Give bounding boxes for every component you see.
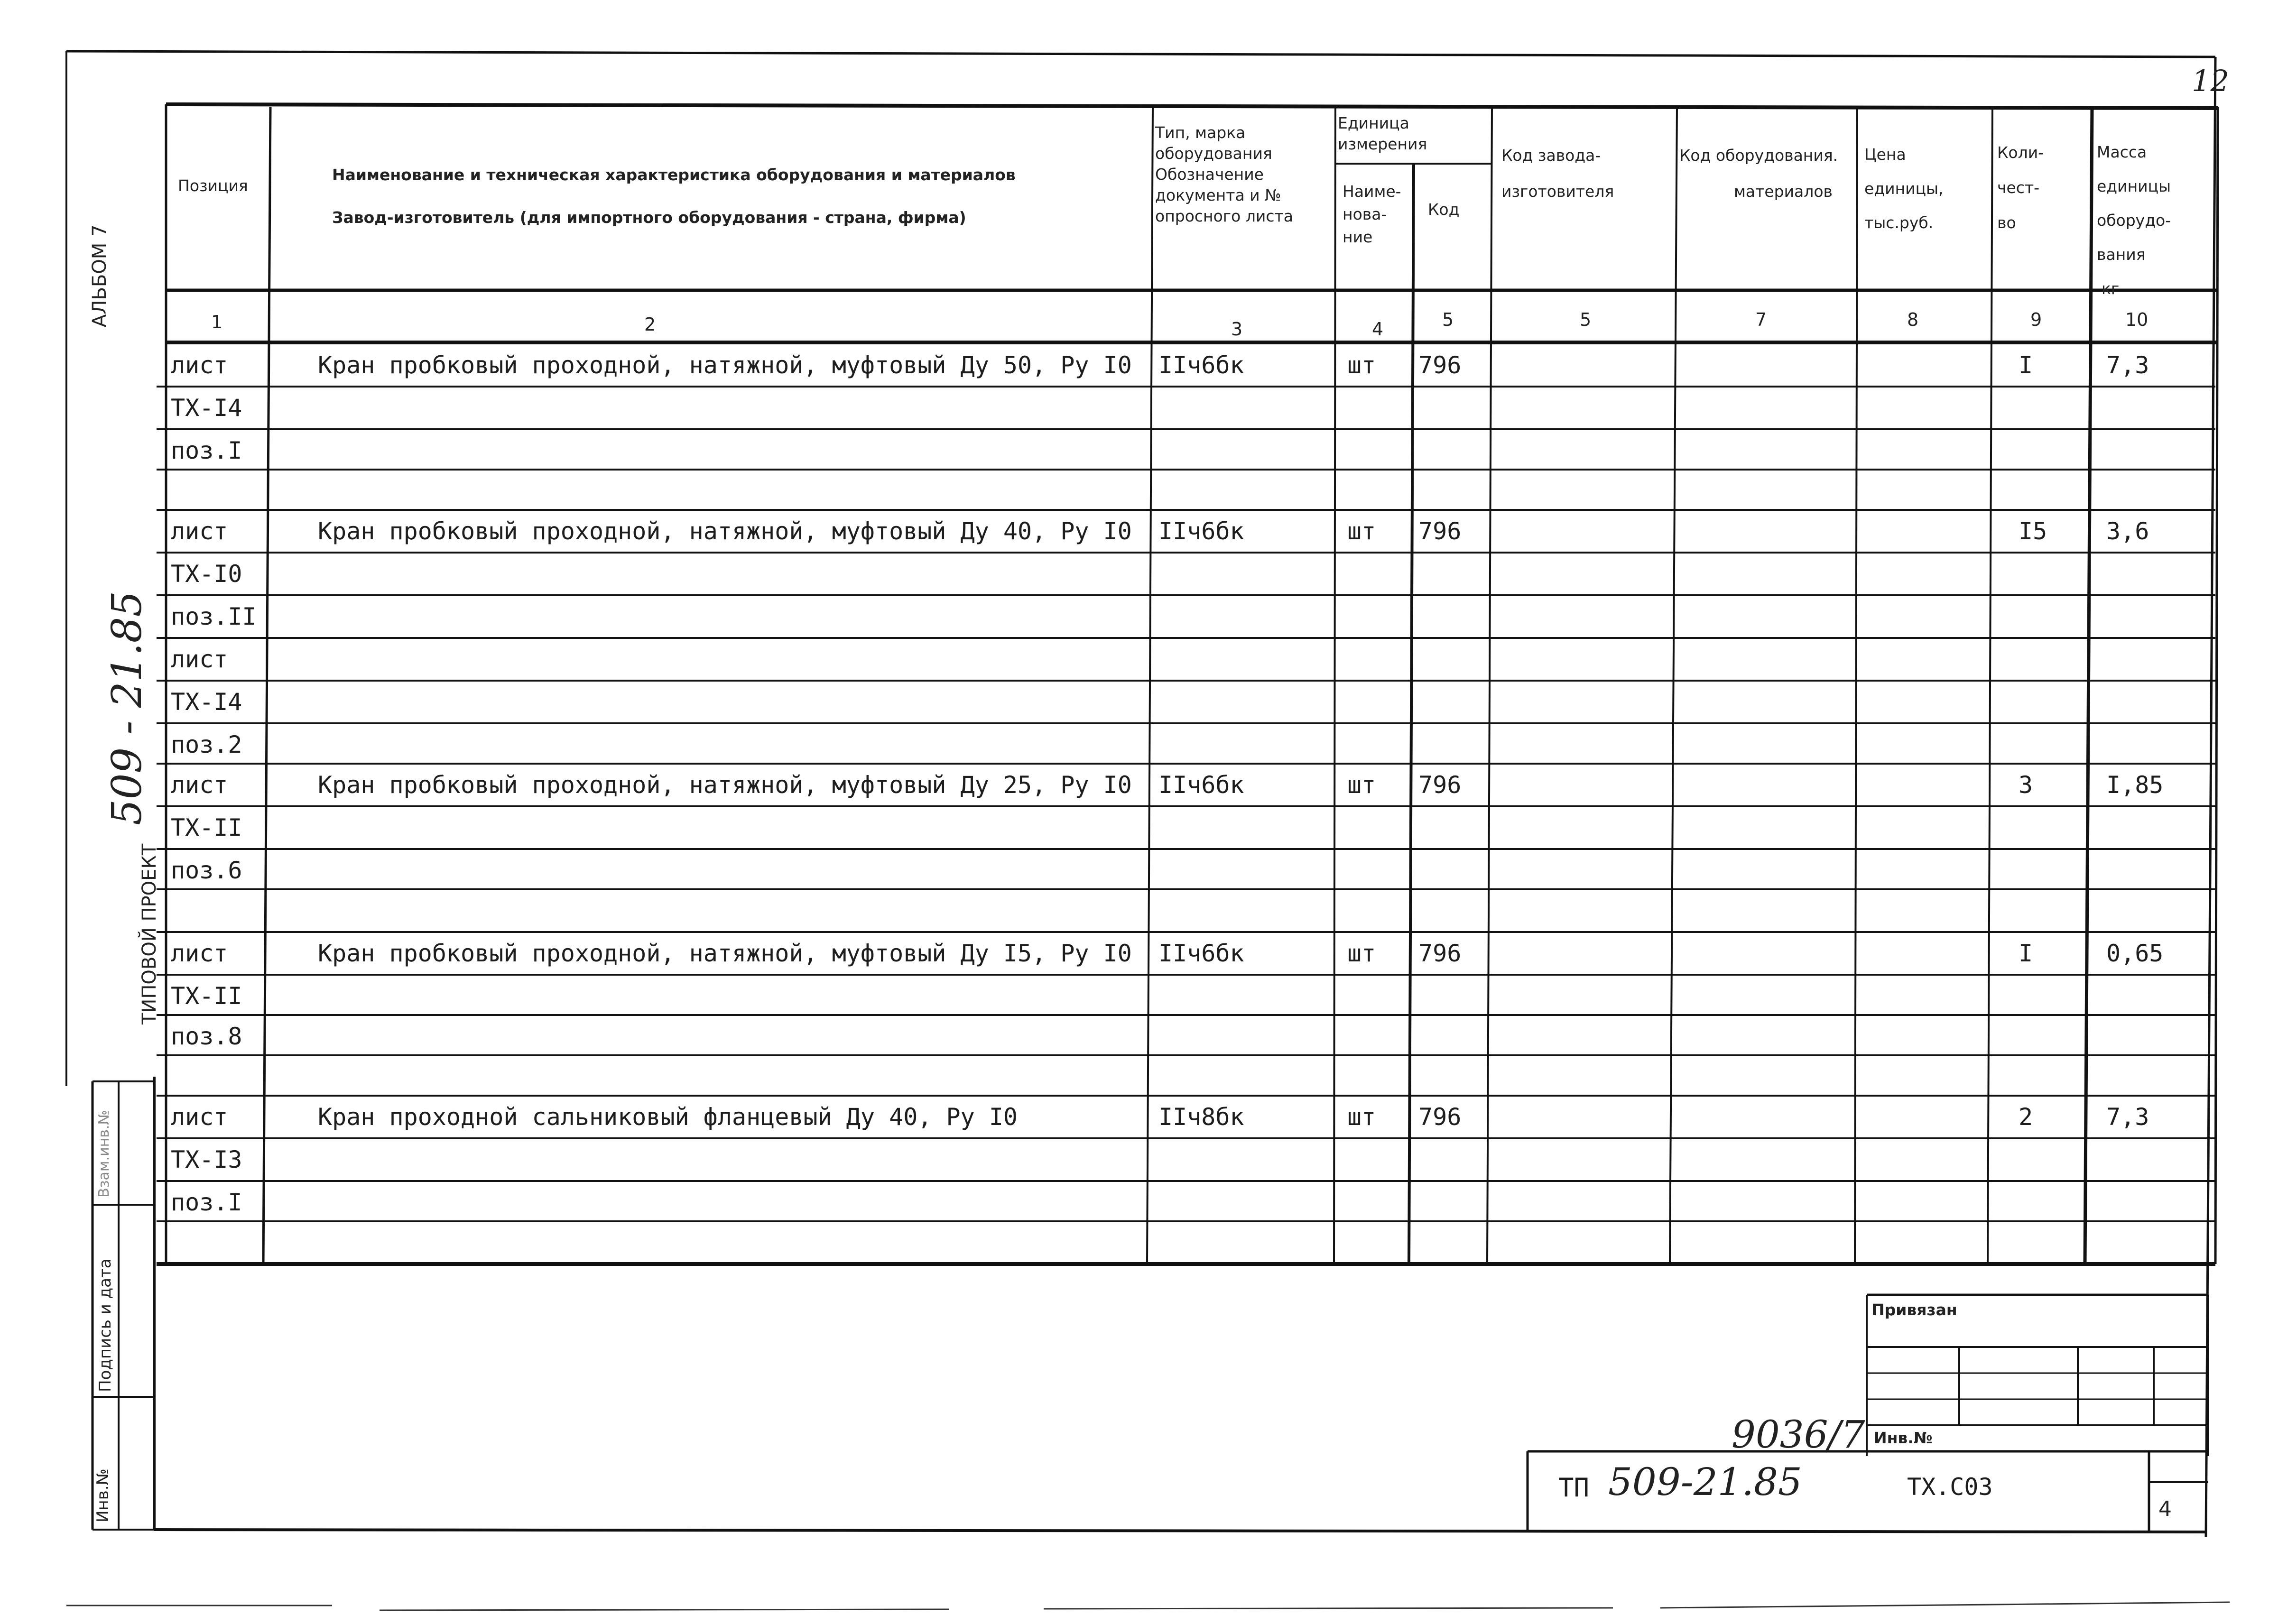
header-name-line1: Наименование и техническая характеристика оборудования и материалов — [332, 166, 1016, 184]
row-unit-name: шт — [1347, 771, 1376, 799]
row-type-mark: IIч6бк — [1158, 771, 1244, 799]
row-position: ТХ-I4 — [171, 688, 242, 716]
row-equipment-name: Кран проходной сальниковый фланцевый Ду 40, Ру I0 — [318, 1103, 1018, 1131]
signature-date-label: Подпись и дата — [96, 1258, 115, 1392]
row-position: поз.2 — [171, 731, 242, 758]
row-unit-code: 796 — [1418, 940, 1462, 967]
row-position: ТХ-I4 — [171, 394, 242, 422]
row-position: лист — [171, 517, 228, 545]
row-position: ТХ-II — [171, 814, 242, 841]
row-position: ТХ-I0 — [171, 560, 242, 588]
row-unit-name: шт — [1347, 351, 1376, 379]
bound-label: Привязан — [1871, 1301, 1957, 1319]
row-type-mark: IIч6бк — [1158, 940, 1244, 967]
header-mass: Масса единицы оборудо- вания кг — [2097, 143, 2171, 298]
row-unit-name: шт — [1347, 1103, 1376, 1131]
title-inv-label: Инв.№ — [1874, 1429, 1933, 1447]
tp-label: ТП — [1558, 1473, 1590, 1503]
row-position: ТХ-II — [171, 982, 242, 1010]
page-number: 12 — [2192, 64, 2229, 98]
row-position: лист — [171, 1103, 228, 1131]
header-type: Тип, марка оборудования Обозначение документа и № опросного листа — [1155, 123, 1293, 225]
replace-inv-label: Взам.инв.№ — [96, 1110, 112, 1198]
project-label: ТИПОВОЙ ПРОЕКТ — [139, 843, 160, 1024]
doc-code: ТХ.С03 — [1907, 1473, 1993, 1501]
row-position: лист — [171, 351, 228, 379]
row-position: поз.I — [171, 437, 242, 464]
row-quantity: I — [2019, 940, 2033, 967]
row-equipment-name: Кран пробковый проходной, натяжной, муфтовый Ду 50, Ру I0 — [318, 351, 1132, 379]
row-unit-name: шт — [1347, 940, 1376, 967]
row-position: поз.6 — [171, 857, 242, 884]
header-name-line2: Завод-изготовитель (для импортного оборудования - страна, фирма) — [332, 208, 966, 227]
row-type-mark: IIч8бк — [1158, 1103, 1244, 1131]
row-unit-code: 796 — [1418, 351, 1462, 379]
row-equipment-name: Кран пробковый проходной, натяжной, муфтовый Ду 40, Ру I0 — [318, 517, 1132, 545]
row-quantity: 3 — [2019, 771, 2033, 799]
tp-code: 509-21.85 — [1608, 1460, 1802, 1504]
row-position: лист — [171, 771, 228, 799]
header-quantity: Коли- чест- во — [1997, 143, 2044, 232]
col-num-3: 3 — [1231, 319, 1243, 340]
col-num-7: 7 — [1755, 309, 1767, 330]
project-code: 509 - 21.85 — [103, 591, 151, 825]
row-position: лист — [171, 940, 228, 967]
row-unit-code: 796 — [1418, 1103, 1462, 1131]
row-unit-mass: 7,3 — [2106, 1103, 2149, 1131]
col-num-1: 1 — [211, 312, 223, 332]
row-position: поз.I — [171, 1189, 242, 1216]
row-quantity: I5 — [2019, 517, 2047, 545]
row-position: ТХ-I3 — [171, 1146, 242, 1173]
col-num-2: 2 — [644, 314, 656, 335]
col-num-8: 8 — [1907, 309, 1919, 330]
row-unit-mass: 7,3 — [2106, 351, 2149, 379]
col-num-4: 4 — [1372, 319, 1384, 340]
row-type-mark: IIч6бк — [1158, 351, 1244, 379]
row-quantity: I — [2019, 351, 2033, 379]
col-num-6: 5 — [1580, 309, 1592, 330]
sheet-number: 4 — [2158, 1497, 2172, 1521]
header-unit-name: Наиме- нова- ние — [1343, 182, 1401, 246]
row-unit-mass: 0,65 — [2106, 940, 2164, 967]
inv-handwritten: 9036/7 — [1732, 1412, 1865, 1457]
row-unit-code: 796 — [1418, 771, 1462, 799]
col-num-9: 9 — [2030, 309, 2042, 330]
header-equipment-code: Код оборудования. материалов — [1679, 146, 1838, 201]
row-quantity: 2 — [2019, 1103, 2033, 1131]
row-position: поз.II — [171, 603, 257, 630]
header-unit-code: Код — [1428, 200, 1460, 219]
header-position: Позиция — [178, 176, 248, 195]
row-unit-mass: I,85 — [2106, 771, 2164, 799]
row-equipment-name: Кран пробковый проходной, натяжной, муфтовый Ду I5, Ру I0 — [318, 940, 1132, 967]
inv-no-label: Инв.№ — [93, 1468, 112, 1522]
row-unit-code: 796 — [1418, 517, 1462, 545]
header-factory-code: Код завода- изготовителя — [1501, 146, 1614, 201]
col-num-5: 5 — [1442, 309, 1454, 330]
row-unit-mass: 3,6 — [2106, 517, 2149, 545]
row-position: лист — [171, 646, 228, 673]
header-price: Цена единицы, тыс.руб. — [1864, 145, 1944, 232]
row-unit-name: шт — [1347, 517, 1376, 545]
album-label: АЛЬБОМ 7 — [89, 224, 111, 327]
row-position: поз.8 — [171, 1023, 242, 1050]
header-unit-group: Единица измерения — [1338, 114, 1427, 153]
row-type-mark: IIч6бк — [1158, 517, 1244, 545]
row-equipment-name: Кран пробковый проходной, натяжной, муфтовый Ду 25, Ру I0 — [318, 771, 1132, 799]
col-num-10: 10 — [2125, 309, 2149, 330]
